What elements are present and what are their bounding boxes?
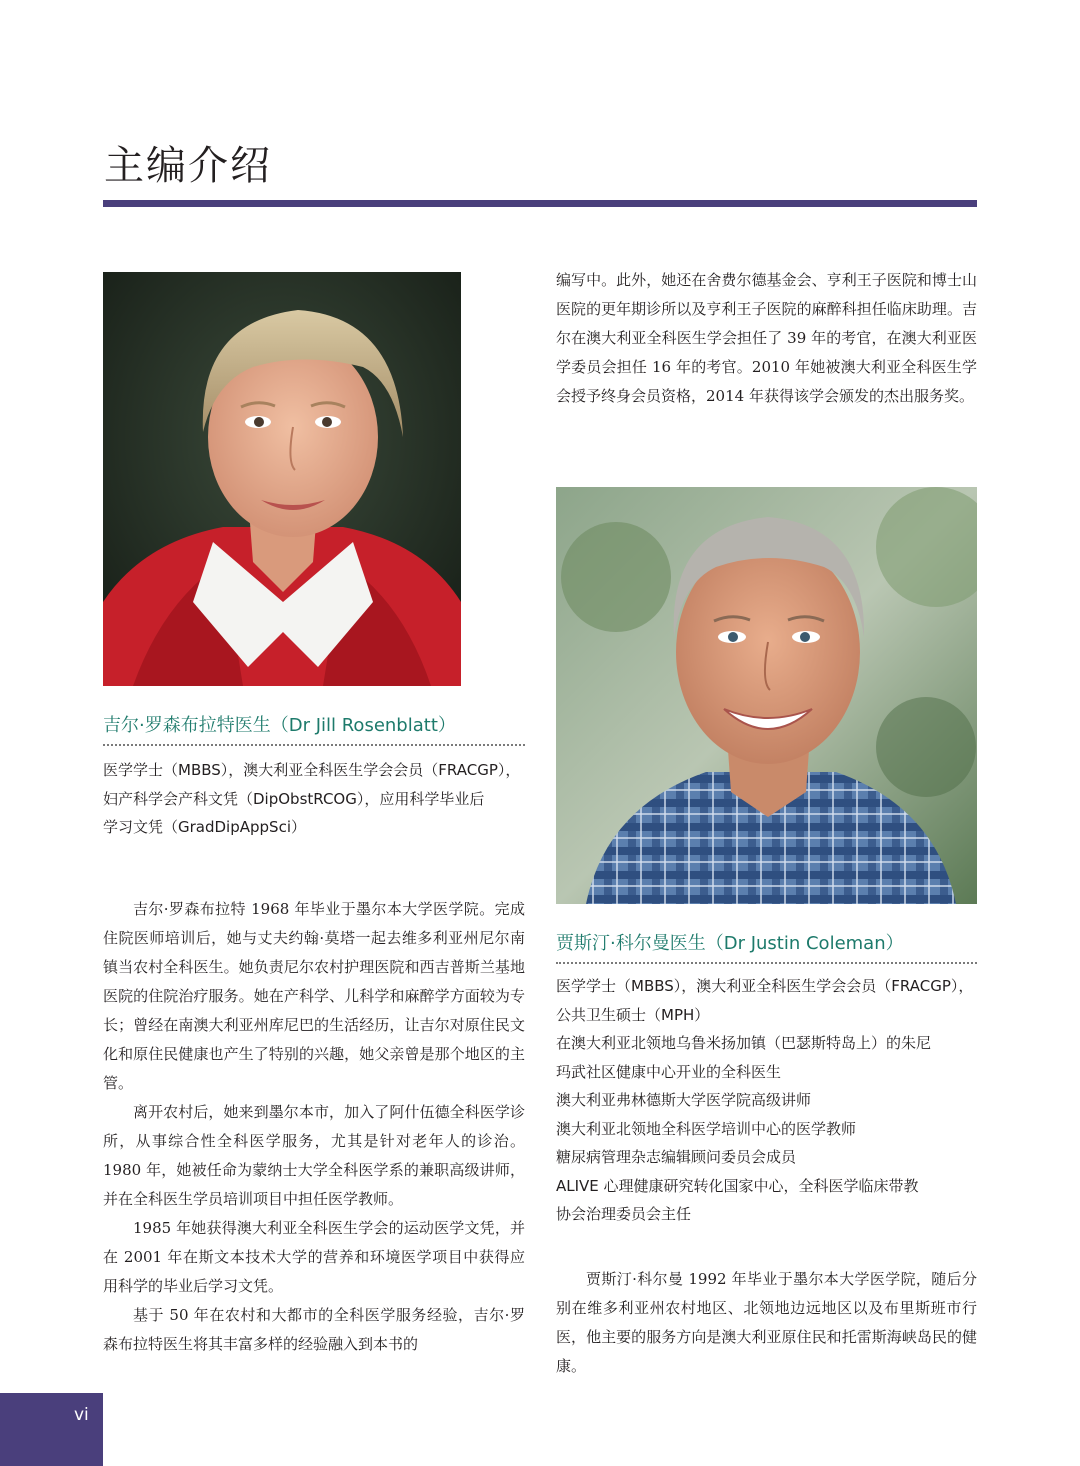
page-title: 主编介绍 (104, 143, 272, 189)
bio-paragraph: 贾斯汀·科尔曼 1992 年毕业于墨尔本大学医学院，随后分别在维多利亚州农村地区、北领地边远地区以及布里斯班市行医，他主要的服务方向是澳大利亚原住民和托雷斯海峡岛民的健康。 (556, 1270, 977, 1375)
page-number: vi (74, 1405, 89, 1425)
editor2-dotted-divider (556, 962, 977, 964)
editor2-name: 贾斯汀·科尔曼医生（Dr Justin Coleman） (556, 933, 904, 954)
editor1-credential-line: 医学学士（MBBS），澳大利亚全科医生学会会员（FRACGP）， (103, 761, 521, 779)
bio-paragraph: 吉尔·罗森布拉特 1968 年毕业于墨尔本大学医学院。完成住院医师培训后，她与丈夫约翰·莫塔一起去维多利亚州尼尔南镇当农村全科医生。她负责尼尔农村护理医院和西吉普斯兰基地医院的住院治疗服务。她在产科学、儿科学和麻醉学方面较为专长；曾经在南澳大利亚州库尼巴的生活经历，让吉尔对原住民文化和原住民健康也产生了特别的兴趣，她父亲曾是那个地区的主管。 (103, 900, 525, 1092)
title-divider (103, 200, 977, 207)
editor2-credential-line: 公共卫生硕士（MPH） (556, 1005, 710, 1024)
editor2-credential-line: 澳大利亚弗林德斯大学医学院高级讲师 (556, 1091, 812, 1109)
editor1-credentials (103, 756, 528, 842)
bio-paragraph: 1985 年她获得澳大利亚全科医生学会的运动医学文凭，并在 2001 年在斯文本技术大学的营养和环境医学项目中获得应用科学的毕业后学习文凭。 (103, 1219, 525, 1295)
jill-rosenblatt-photo (103, 272, 461, 686)
editor1-dotted-divider (103, 744, 525, 746)
editor1-bio-continued: 编写中。此外，她还在舍费尔德基金会、亨利王子医院和博士山医院的更年期诊所以及亨利王子医院的麻醉科担任临床助理。吉尔在澳大利亚全科医生学会担任了 39 年的考官，在澳大利亚医学委员会担任 16 年的考官。2010 年她被澳大利亚全科医生学会授予终身会员资格，2014 年获得该学会颁发的杰出服务奖。 (556, 271, 977, 405)
page-number-tab (0, 1393, 103, 1466)
editor2-credential-line: 医学学士（MBBS），澳大利亚全科医生学会会员（FRACGP）， (556, 977, 974, 995)
editor2-credentials (556, 972, 980, 1229)
bio-paragraph: 基于 50 年在农村和大都市的全科医学服务经验，吉尔·罗森布拉特医生将其丰富多样的经验融入到本书的 (103, 1306, 525, 1353)
editor1-bio (103, 895, 525, 1359)
editor2-credential-line: 协会治理委员会主任 (556, 1205, 692, 1223)
editor1-credential-line: 妇产科学会产科文凭（DipObstRCOG），应用科学毕业后 (103, 789, 485, 808)
editor2-credential-line: 玛武社区健康中心开业的全科医生 (556, 1062, 782, 1081)
justin-coleman-photo (556, 487, 977, 904)
editor1-credential-line: 学习文凭（GradDipAppSci） (103, 818, 306, 836)
editor2-credential-line: ALIVE 心理健康研究转化国家中心，全科医学临床带教 (556, 1176, 919, 1195)
editor2-credential-line: 澳大利亚北领地全科医学培训中心的医学教师 (556, 1119, 857, 1138)
editor2-bio (556, 1265, 977, 1381)
editor1-name: 吉尔·罗森布拉特医生（Dr Jill Rosenblatt） (103, 715, 456, 736)
bio-paragraph: 离开农村后，她来到墨尔本市，加入了阿什伍德全科医学诊所，从事综合性全科医学服务，尤其是针对老年人的诊治。1980 年，她被任命为蒙纳士大学全科医学系的兼职高级讲师，并在全科医生学员培训项目中担任医学教师。 (103, 1103, 525, 1208)
editor2-credential-line: 糖尿病管理杂志编辑顾问委员会成员 (556, 1148, 797, 1166)
editor2-credential-line: 在澳大利亚北领地乌鲁米扬加镇（巴瑟斯特岛上）的朱尼 (556, 1034, 932, 1052)
